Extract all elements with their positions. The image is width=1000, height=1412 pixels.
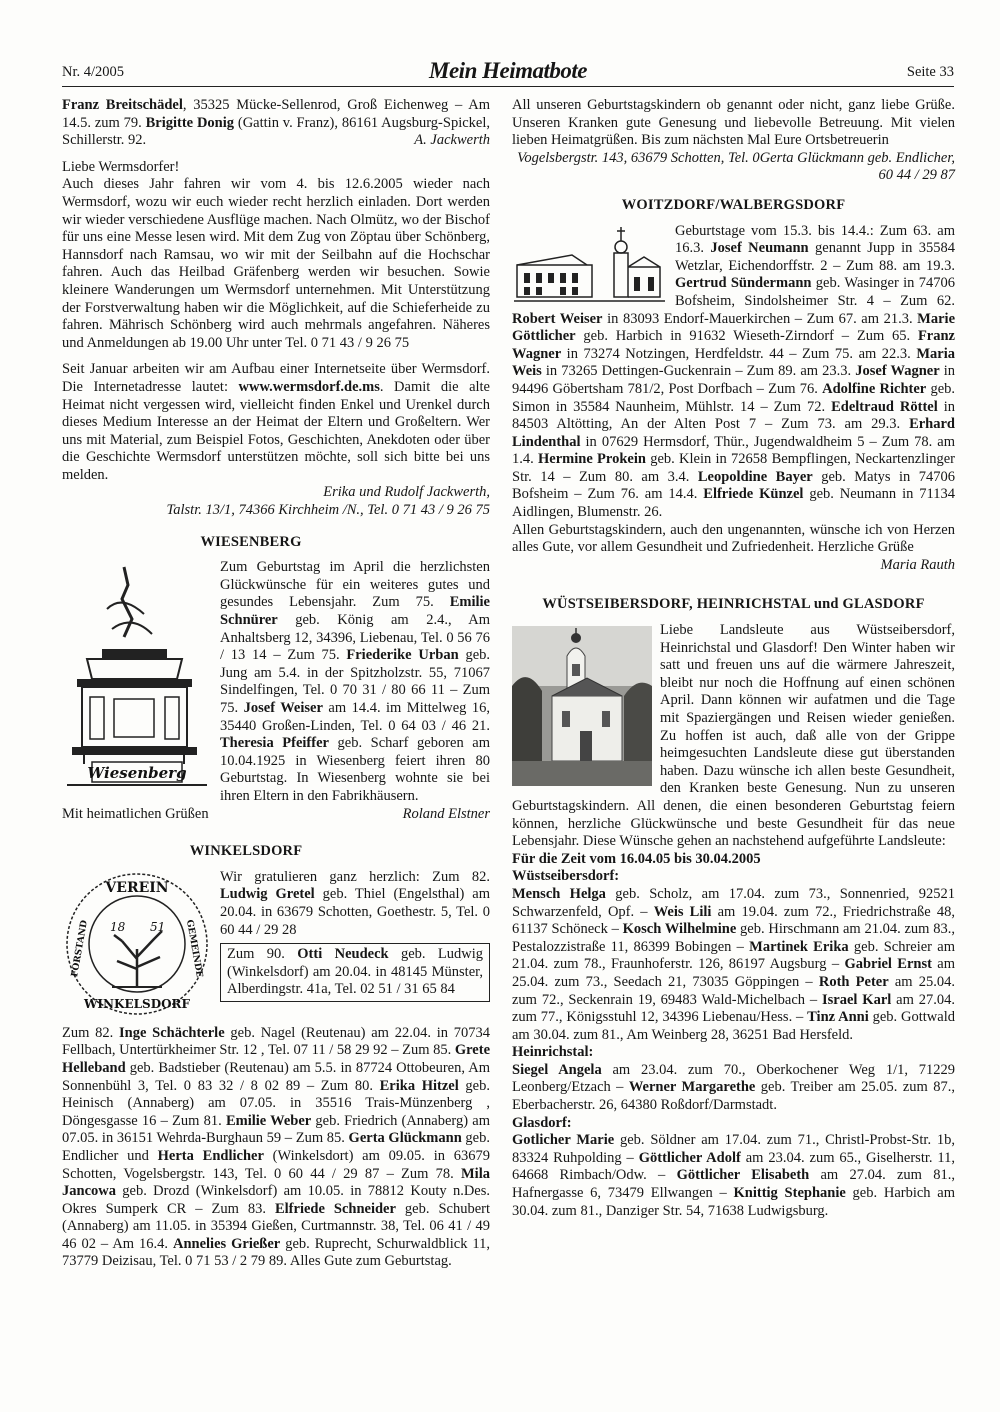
text-run: geb. Wasinger in 74706 Bofsheim, Sindolsheimer Str. 4 – Zum 62. xyxy=(675,275,955,309)
boxed-greeting xyxy=(220,943,490,1002)
signature-address: Vogelsbergstr. 143, 63679 Schotten, Tel. 0 60 44 / 29 87 xyxy=(517,149,955,184)
paragraph: Liebe Landsleute aus Wüstseibersdorf, Heinrichstal und Glasdorf! Den Winter haben wir satt und freuen uns auf die wärmere Jahreszeit, bleibt nur noch die Hoffnung auf einen schönen April. Dann können wir aufatmen und die Tage mit Spaziergängen und Reisen wieder genießen. Zu hoffen ist auch, daß alle von der Grippe heimgesuchten Landsleute diese gut überstanden haben. Dazu wünsche ich allen beste Gesundheit, den Kranken beste Genesung. Nun zu unseren Geburtstagskindern. All denen, die einen besonderen Geburtstag feiern können, herzliche Glückwünsche und beste Gesundheit für das neue Lebensjahr. Diese Wünsche gehen an nachstehend aufgeführte Landsleute: xyxy=(512,622,955,850)
seal-top-text: VEREIN xyxy=(105,879,169,896)
text-run: am 25.04. zum 72., Seckenrain 19, 69483 Wald-Michelbach – xyxy=(512,973,955,1008)
person-name: Franz Wagner xyxy=(512,328,955,362)
person-name: Erika Hitzel xyxy=(379,1077,459,1094)
text-run: am 25.04. zum 73., Seedach 21, 73035 Göppingen – xyxy=(512,956,956,990)
person-name: Marie Göttlicher xyxy=(512,310,956,345)
text-run: Seit Januar arbeiten wir am Aufbau einer Internetseite über Wermsdorf. Die Internetadresse lautet: xyxy=(62,361,490,395)
period-heading: Für die Zeit vom 16.04.05 bis 30.04.2005 xyxy=(512,850,761,867)
person-name: Gotlicher Marie xyxy=(512,1132,615,1149)
village-church-icon xyxy=(512,225,667,305)
text-run: in 94496 Göbertsham 781/2, Post Dorfbach – Zum 76. xyxy=(512,363,956,397)
text-run: geb. Nagel (Reutenau) am 22.04. in 70734 Fellbach, Untertürkheimer Str. 12 , Tel. 07 11 / 58 29 92 – Zum 85. xyxy=(62,1024,490,1059)
section-heading-woitzdorf: WOITZDORF/WALBERGSDORF xyxy=(621,196,846,213)
person-name: Gabriel Ernst xyxy=(844,956,932,973)
closing xyxy=(512,521,955,573)
person-name: www.wermsdorf.de.ms xyxy=(238,378,380,395)
winkelsdorf-seal xyxy=(62,869,212,1019)
text-run: , 35325 Mücke-Sellenrod, Groß Eichenweg – Am 14.5. zum 79. xyxy=(62,97,490,131)
person-name: Theresia Pfeiffer xyxy=(220,735,329,752)
text-run: geb. Ruprecht, Schurwaldblick 11, 73779 Deizisau, Tel. 0 71 53 / 2 79 89. Alles Gute zum Geburtstag. xyxy=(62,1235,490,1270)
right-column xyxy=(512,97,955,1220)
person-name: Robert Weiser xyxy=(512,310,603,327)
text-run: geb. Matys in 74706 Bofsheim – Zum 76. am 14.4. xyxy=(512,468,955,503)
page-header xyxy=(62,58,954,86)
person-name: Elfriede Schneider xyxy=(274,1200,396,1217)
text-run: geb. Simon in 35584 Naunheim, Mühlstr. 14 – Zum 72. xyxy=(512,380,956,415)
text-run: in 07629 Hermsdorf, Thür., Jugendwaldheim 5 – Zum 78. am 1.4. xyxy=(512,433,955,468)
seal-bottom-text: WINKELSDORF xyxy=(83,996,191,1011)
person-name: Martinek Erika xyxy=(749,938,849,955)
text-run: geb. Harbich am 30.04. zum 81., Danziger Str. 54, 71638 Ludwigsburg. xyxy=(512,1185,956,1219)
closing-text: Mit heimatlichen Grüßen xyxy=(62,805,209,822)
text-run: Zum 82. xyxy=(62,1024,120,1041)
text-run: in 73274 Notzingen, Herdfeldstr. 44 – Zum 75. am 22.3. xyxy=(561,345,917,362)
text-run: geb. Neumann in 71134 Aidlingen, Blumenstr. 26. xyxy=(512,486,955,521)
text-run: am 19.04. zum 72., Friedrichstraße 48, 61137 Schöneck – xyxy=(512,903,955,938)
text-run: am 27.04. zum 77., Königsstuhl 12, 34396 Liebenau/Hess. – xyxy=(512,991,955,1026)
woitzdorf-village-image xyxy=(512,225,667,305)
seal-icon xyxy=(62,869,212,1019)
person-name: Emilie Schnürer xyxy=(220,594,490,629)
person-name: Josef Wagner xyxy=(855,363,940,380)
person-name: Elfriede Künzel xyxy=(703,486,804,503)
text-run: geb. Gottwald am 30.04. zum 81., Am Weinberg 28, 36251 Bad Hersfeld. xyxy=(512,1009,955,1043)
signature: A. Jackwerth xyxy=(414,132,490,149)
section-heading-winkelsdorf: WINKELSDORF xyxy=(189,843,303,860)
paragraph-text: All unseren Geburtstagskindern ob genannt oder nicht, ganz liebe Grüße. Unseren Kranken gute Genesung und liebevolle Betreuung. Mit vielen lieben Heimatgrüßen. Bis zum nächsten Mal Eure Ortsbetreuerin xyxy=(512,97,955,149)
text-run: genannt Jupp in 35584 Wetzlar, Eichendorffstr. 2 – Zum 88. am 19.3. xyxy=(675,240,955,274)
monument-icon xyxy=(62,559,212,789)
subheading-heinrichstal: Heinrichstal: xyxy=(512,1044,594,1061)
masthead-logo: Mein Heimatbote xyxy=(429,58,587,83)
text-run: geb. Scholz, am 17.04. zum 73., Sonnenried, 92521 Schwarzenfeld, Opf. – xyxy=(512,885,956,920)
person-name: Emilie Weber xyxy=(225,1112,312,1129)
person-name: Annelies Grießer xyxy=(172,1235,281,1252)
text-run: in 83093 Endorf-Mauerkirchen – Zum 67. am 21.3. xyxy=(602,310,918,327)
signature: Maria Rauth xyxy=(880,556,955,573)
monument-caption: Wiesenberg xyxy=(87,764,187,783)
section-heading-wuestseibersdorf: WÜSTSEIBERSDORF, HEINRICHSTAL und GLASDORF xyxy=(542,596,925,613)
person-name: Knittig Stephanie xyxy=(733,1185,846,1202)
text-run: . Damit die alte Heimat nicht vergessen wird, vielleicht finden Enkel und Urenkel durch dieses Medium Interesse an der Heimat der Eltern und Großeltern. Wer uns mit Material, zum Beispiel Fotos, Geschichten, Anekdoten oder über die Geschichte Wermsdorf unterstützen möchte, soll sich bitte bei uns melden. xyxy=(62,378,490,483)
subheading-glasdorf: Glasdorf: xyxy=(512,1114,572,1131)
seal-year-left: 18 xyxy=(110,919,126,934)
person-name: Franz Breitschädel xyxy=(62,97,183,113)
paragraph xyxy=(62,1025,490,1271)
paragraph xyxy=(512,1132,955,1220)
person-name: Edeltraud Röttel xyxy=(831,398,938,415)
wiesenberg-monument-image xyxy=(62,559,212,789)
person-name: Herta Endlicher xyxy=(157,1147,264,1164)
closing xyxy=(62,806,490,824)
text-run: in 84503 Altötting, An der Alten Post 7 – Zum 73. am 29.3. xyxy=(512,398,956,433)
person-name: Adolfine Richter xyxy=(822,380,927,397)
church-photo-icon xyxy=(512,626,652,786)
seal-left-text: FORSTAND xyxy=(70,919,90,978)
person-name: Göttlicher Adolf xyxy=(638,1149,741,1166)
person-name: Siegel Angela xyxy=(512,1061,602,1078)
person-name: Gerta Glückmann xyxy=(348,1130,462,1147)
paragraph xyxy=(62,361,490,484)
text-run: geb. Friedrich (Annaberg) am 07.05. in 36151 Wehrda-Burghaun 59 – Zum 85. xyxy=(62,1112,490,1147)
signature: Roland Elstner xyxy=(402,805,490,822)
greeting: Liebe Wermsdorfer! xyxy=(62,158,180,175)
page-number: Seite 33 xyxy=(906,64,954,80)
text-run: geb. Treiber am 25.05. zum 87., Eberbacherstr. 26, 64380 Roßdorf/Darmstadt. xyxy=(512,1079,955,1114)
text-run: geb. König am 2.4., Am Anhaltsberg 12, 34396, Liebenau, Tel. 0 56 76 / 13 14 – Zum 75. xyxy=(220,612,490,664)
text-run: geb. Badstieber (Reutenau) am 5.5. in 87724 Ottobeuren, Am Sonnenbühl 3, Tel. 0 83 32 / 8 02 89 – Zum 80. xyxy=(62,1059,490,1094)
church-photo xyxy=(512,626,652,786)
paragraph xyxy=(512,97,955,166)
text-run: Wir gratulieren ganz herzlich: Zum 82. xyxy=(220,868,490,885)
signature: Gerta Glückmann geb. Endlicher, xyxy=(759,149,955,166)
text-run: am 23.04. zum 65., Giselherstr. 11, 64668 Rimbach/Odw. – xyxy=(512,1149,955,1184)
text-run: geb. Endlicher und xyxy=(62,1130,490,1164)
person-name: Josef Weiser xyxy=(243,700,323,716)
left-column xyxy=(62,97,490,1271)
person-name: Werner Margarethe xyxy=(628,1079,756,1096)
person-name: Friederike Urban xyxy=(346,647,459,664)
signature: Erika und Rudolf Jackwerth, xyxy=(323,484,490,501)
text-run: geb. Schreier am 21.04. zum 78., Fraunhoferstr. 126, 86197 Augsburg – xyxy=(512,938,955,973)
person-name: Roth Peter xyxy=(818,973,889,990)
text-run: geb. Heinisch (Annaberg) am 07.05. in 35516 Trais-Münzenberg , Döngesgasse 16 – Zum 81. xyxy=(62,1077,490,1129)
person-name: Mensch Helga xyxy=(512,885,606,902)
person-name: Inge Schächterle xyxy=(119,1024,225,1041)
person-name: Ludwig Gretel xyxy=(220,886,315,903)
text-run: geb. Söldner am 17.04. zum 71., Christl-Probst-Str. 1b, 83324 Ruhpolding – xyxy=(512,1132,955,1166)
text-run: am 23.04. zum 70., Oberkochener Weg 1/1, 71229 Leonberg/Etzach – xyxy=(512,1061,955,1096)
signature-address: Talstr. 13/1, 74366 Kirchheim /N., Tel. 0 71 43 / 9 26 75 xyxy=(166,502,490,519)
text-run: am 27.04. zum 81., Hafnergasse 6, 73479 Ellwangen – xyxy=(512,1167,955,1202)
paragraph: Auch dieses Jahr fahren wir vom 4. bis 12.6.2005 wieder nach Wermsdorf, wozu wir euch wieder recht herzlich einladen. Dort werden wir wieder verschiedene Ausflüge machen. Nach Olmütz, wo der Bischof für uns eine Messe lesen wird. Mit dem Zug von Zöptau über Schönberg, Hannsdorf nach Ramsau, wo wir mit der Seilbahn auf die Hochschar fahren. Auch das Heilbad Gräfenberg werden wir besuchen. Sowie kleinere Wanderungen um Wermsdorf unternehmen. Mit Unterstützung der Forstverwaltung haben wir die Möglichkeit, auf die Schieferheide zu fahren. Mährisch Schönberg wird auch mehrmals angefahren. Näheres und Anmeldungen ab 19.00 Uhr unter Tel. 0 71 43 / 9 26 75 xyxy=(62,176,490,351)
subheading-wuestseibersdorf: Wüstseibersdorf: xyxy=(512,868,620,885)
person-name: Göttlicher Elisabeth xyxy=(676,1167,810,1184)
text-run: am 14.4. im Mittelweg 16, 35440 Großen-Linden, Tel. 0 64 03 / 46 21. xyxy=(220,700,491,734)
text-run: geb. Schubert (Annaberg) am 11.05. in 35394 Gießen, Curtmannstr. 38, Tel. 06 41 / 49 46 02 – Am 16.4. xyxy=(62,1200,491,1252)
person-name: Hermine Prokein xyxy=(538,451,646,468)
text-run: in 73265 Dettingen-Guckenrain – Zum 89. am 23.3. xyxy=(541,363,856,380)
person-name: Otti Neudeck xyxy=(297,946,389,963)
paragraph xyxy=(62,97,490,150)
person-name: Brigitte Donig xyxy=(145,114,235,131)
seal-right-text: GEMEINDE xyxy=(183,918,204,979)
text-run: geb. Harbich in 91632 Wieseth-Zirndorf – Zum 65. xyxy=(575,328,918,345)
paragraph xyxy=(512,1062,955,1115)
person-name: Kosch Wilhelmine xyxy=(622,921,737,938)
person-name: Weis Lili xyxy=(653,903,712,920)
person-name: Grete Helleband xyxy=(62,1042,491,1076)
text-run: geb. Jung am 5.4. in der Spitzholzstr. 55, 71067 Sindelfingen, Tel. 0 70 31 / 80 66 11 – Zum 75. xyxy=(220,647,490,716)
person-name: Josef Neumann xyxy=(710,240,809,257)
text-run: geb. Drozd (Winkelsdorf) am 10.05. in 78812 Kouty n.Des. Okres Sumperk CR – Zum 83. xyxy=(62,1183,490,1217)
text-run: geb. Scharf geboren am 10.04.1925 in Wiesenberg feiert ihren 80 Geburtstag. In Wiesenberg wohnte sie bei ihren Eltern in den Fabrikhäusern. xyxy=(220,735,490,804)
person-name: Israel Karl xyxy=(822,991,892,1008)
text-run: (Gattin v. Franz), 86161 Augsburg-Spickel, Schillerstr. 92. xyxy=(62,114,491,149)
text-run: Zum 90. xyxy=(227,946,298,963)
person-name: Leopoldine Bayer xyxy=(697,468,813,485)
person-name: Tinz Anni xyxy=(807,1009,869,1026)
text-run: geb. Ludwig (Winkelsdorf) am 20.04. in 48145 Münster, Alberdingstr. 41a, Tel. 02 51 / 31 65 84 xyxy=(227,946,483,998)
text-run: Geburtstage vom 15.3. bis 14.4.: Zum 63. am 16.3. xyxy=(675,222,955,257)
person-name: Erhard Lindenthal xyxy=(512,416,955,450)
paragraph xyxy=(512,886,955,1044)
section-heading-wiesenberg: WIESENBERG xyxy=(200,533,302,550)
text-run: geb. Thiel (Engelsthal) am 20.04. in 63679 Schotten, Goethestr. 5, Tel. 0 60 44 / 29 28 xyxy=(220,886,490,938)
closing-text: Allen Geburtstagskindern, auch den ungenannten, wünsche ich von Herzen alles Gute, vor allem Gesundheit und Zufriedenheit. Herzliche Grüße xyxy=(512,521,955,556)
person-name: Gertrud Sündermann xyxy=(675,275,812,292)
header-rule xyxy=(62,86,954,87)
issue-number: Nr. 4/2005 xyxy=(62,64,125,80)
seal-year-right: 51 xyxy=(150,919,166,934)
person-name: Mila Jancowa xyxy=(62,1165,490,1200)
text-run: (Winkelsdort) am 09.05. in 63679 Schotten, Vogelsbergstr. 143, Tel. 0 60 44 / 29 87 – Zum 78. xyxy=(62,1147,490,1182)
person-name: Maria Weis xyxy=(512,345,955,380)
text-run: Zum Geburtstag im April die herzlichsten Glückwünsche für ein weiteres gutes und gesundes Lebensjahr. Zum 75. xyxy=(220,559,490,611)
text-run: geb. Hirschmann am 21.04. zum 83., Pestalozzistraße 11, 86399 Bobingen – xyxy=(512,921,955,955)
text-run: geb. Klein in 72658 Bempflingen, Neckartenzlinger Str. 14 – Zum 80. am 3.4. xyxy=(512,451,956,485)
